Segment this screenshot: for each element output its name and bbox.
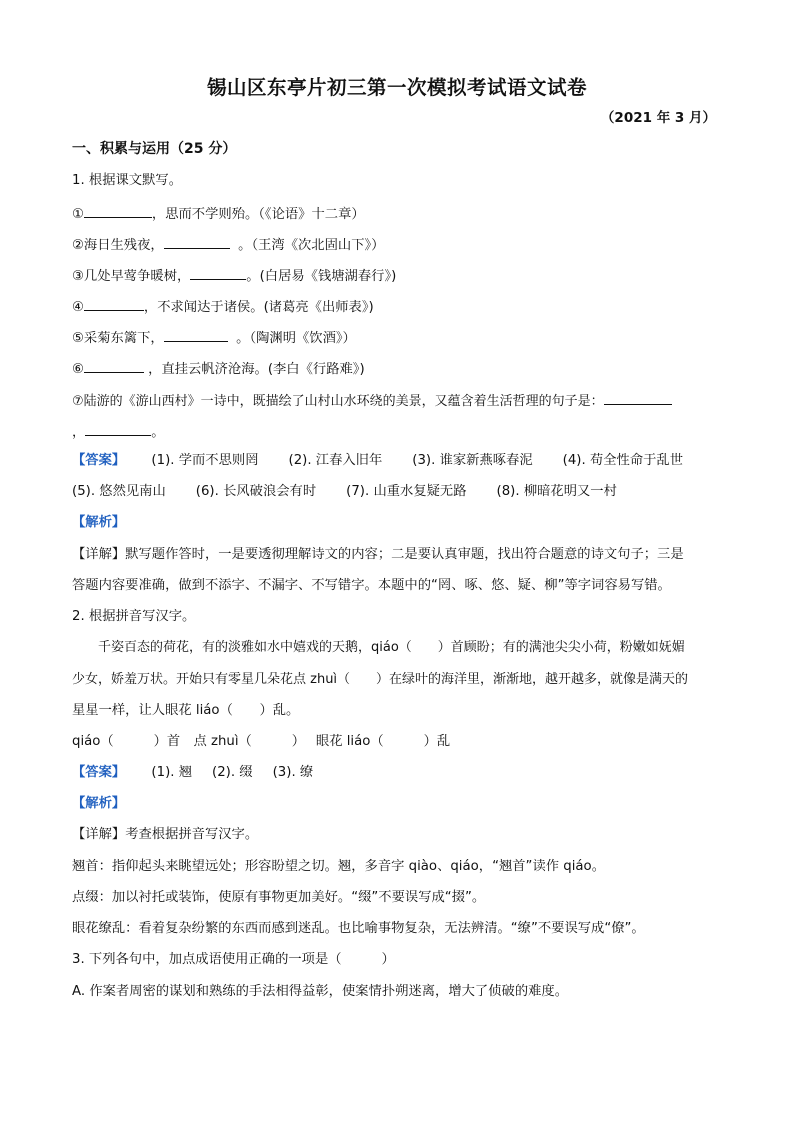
fill-blank bbox=[84, 203, 152, 218]
answer-item: (8). 柳暗花明又一村 bbox=[496, 484, 617, 499]
q1-item-2 bbox=[72, 234, 722, 255]
q2-prompt: 2. 根据拼音写汉字。 bbox=[72, 609, 196, 624]
exam-date: （2021 年 3 月） bbox=[600, 110, 716, 126]
analysis-tag: 【解析】 bbox=[72, 515, 126, 530]
answer-item: (4). 苟全性命于乱世 bbox=[562, 453, 684, 468]
q1-item-pre: ⑥ bbox=[72, 362, 84, 377]
q2-para-2: 少女，娇羞万状。开始只有零星几朵花点 zhuì（ ）在绿叶的海洋里，渐渐地，越开越多，就像是满天的 bbox=[72, 672, 689, 687]
q3-prompt: 3. 下列各句中，加点成语使用正确的一项是（ ） bbox=[72, 952, 395, 967]
q1-item-7-pre: ， bbox=[72, 425, 86, 440]
q1-item-post: 。(白居易《钱塘湖春行》) bbox=[246, 269, 397, 284]
detail-tag: 【详解】 bbox=[72, 827, 126, 842]
q1-item-pre: ②海日生残夜， bbox=[72, 238, 164, 253]
answer-item: (2). 缀 bbox=[212, 765, 253, 780]
q1-item-7 bbox=[72, 390, 722, 411]
q1-item-7-text: ⑦陆游的《游山西村》一诗中，既描绘了山村山水环绕的美景，又蕴含着生活哲理的句子是： bbox=[72, 394, 604, 409]
q1-item-7-post: 。 bbox=[151, 425, 165, 440]
q1-item-pre: ④ bbox=[72, 300, 84, 315]
q1-item-3 bbox=[72, 265, 722, 286]
q1-analysis bbox=[72, 514, 722, 532]
q2-para-1: 千姿百态的荷花，有的淡雅如水中嬉戏的天鹅，qiáo（ ）首顾盼；有的满池尖尖小荷，粉嫩如妩媚 bbox=[98, 640, 685, 655]
fill-blank bbox=[164, 327, 228, 342]
fill-blank bbox=[85, 421, 151, 436]
q1-item-7-cont bbox=[72, 421, 722, 442]
q1-item-pre: ⑤采菊东篱下， bbox=[72, 331, 164, 346]
fill-blank bbox=[604, 390, 672, 405]
q1-item-post: ，直挂云帆济沧海。(李白《行路难》) bbox=[148, 362, 365, 377]
q1-item-post: 。（陶渊明《饮酒》） bbox=[236, 331, 356, 346]
q1-item-5 bbox=[72, 327, 722, 348]
answer-item: (1). 翘 bbox=[151, 765, 193, 780]
answer-item: (3). 谁家新燕啄春泥 bbox=[412, 453, 533, 468]
q1-answers-line1 bbox=[72, 452, 722, 470]
answer-tag: 【答案】 bbox=[72, 453, 126, 468]
q2-answers bbox=[72, 764, 722, 782]
answer-item: (6). 长风破浪会有时 bbox=[195, 484, 317, 499]
detail-text: 默写题作答时，一是要透彻理解诗文的内容；二是要认真审题，找出符合题意的诗文句子；三是 bbox=[125, 547, 684, 562]
q1-answers-line2 bbox=[72, 483, 722, 501]
answer-item: (3). 缭 bbox=[272, 765, 314, 780]
q1-item-6 bbox=[72, 358, 722, 379]
q1-item-1 bbox=[72, 203, 722, 224]
q3-option-a: A. 作案者周密的谋划和熟练的手法相得益彰，使案情扑朔迷离，增大了侦破的难度。 bbox=[72, 984, 569, 999]
q1-detail-2: 答题内容要准确，做到不添字、不漏字、不写错字。本题中的“罔、啄、悠、疑、柳”等字词容易写错。 bbox=[72, 578, 671, 593]
answer-item: (1). 学而不思则罔 bbox=[151, 453, 259, 468]
q2-explain-3: 眼花缭乱：看着复杂纷繁的东西而感到迷乱。也比喻事物复杂，无法辨清。“缭”不要误写成“僚”。 bbox=[72, 921, 645, 936]
fill-blank bbox=[190, 265, 246, 280]
q1-detail-1 bbox=[72, 546, 722, 564]
fill-blank bbox=[84, 358, 144, 373]
q2-detail bbox=[72, 826, 722, 844]
q2-explain-1: 翘首：指仰起头来眺望远处；形容盼望之切。翘，多音字 qiào、qiáo，“翘首”读作 qiáo。 bbox=[72, 859, 605, 874]
q2-analysis bbox=[72, 795, 722, 813]
answer-tag: 【答案】 bbox=[72, 765, 126, 780]
answer-item: (7). 山重水复疑无路 bbox=[346, 484, 467, 499]
q1-item-pre: ③几处早莺争暖树， bbox=[72, 269, 191, 284]
analysis-tag: 【解析】 bbox=[72, 796, 126, 811]
q1-item-pre: ① bbox=[72, 207, 84, 222]
q2-explain-2: 点缀：加以衬托或装饰，使原有事物更加美好。“缀”不要误写成“掇”。 bbox=[72, 890, 486, 905]
detail-text: 考查根据拼音写汉字。 bbox=[125, 827, 259, 842]
q1-item-post: ，思而不学则殆。（《论语》十二章） bbox=[151, 207, 365, 222]
answer-item: (5). 悠然见南山 bbox=[72, 484, 166, 499]
answer-item: (2). 江春入旧年 bbox=[288, 453, 383, 468]
q1-item-4 bbox=[72, 296, 722, 317]
q1-item-post: 。（王湾《次北固山下》） bbox=[238, 238, 385, 253]
q2-para-3: 星星一样，让人眼花 liáo（ ）乱。 bbox=[72, 703, 300, 718]
fill-blank bbox=[84, 296, 144, 311]
q1-item-post: ，不求闻达于诸侯。(诸葛亮《出师表》) bbox=[143, 300, 374, 315]
section-heading: 一、积累与运用（25 分） bbox=[72, 141, 237, 157]
q2-fill-line: qiáo（ ）首 点 zhuì（ ） 眼花 liáo（ ）乱 bbox=[72, 734, 451, 749]
fill-blank bbox=[164, 234, 230, 249]
q1-prompt: 1. 根据课文默写。 bbox=[72, 173, 182, 188]
page-title: 锡山区东亭片初三第一次模拟考试语文试卷 bbox=[206, 76, 587, 99]
detail-tag: 【详解】 bbox=[72, 547, 126, 562]
